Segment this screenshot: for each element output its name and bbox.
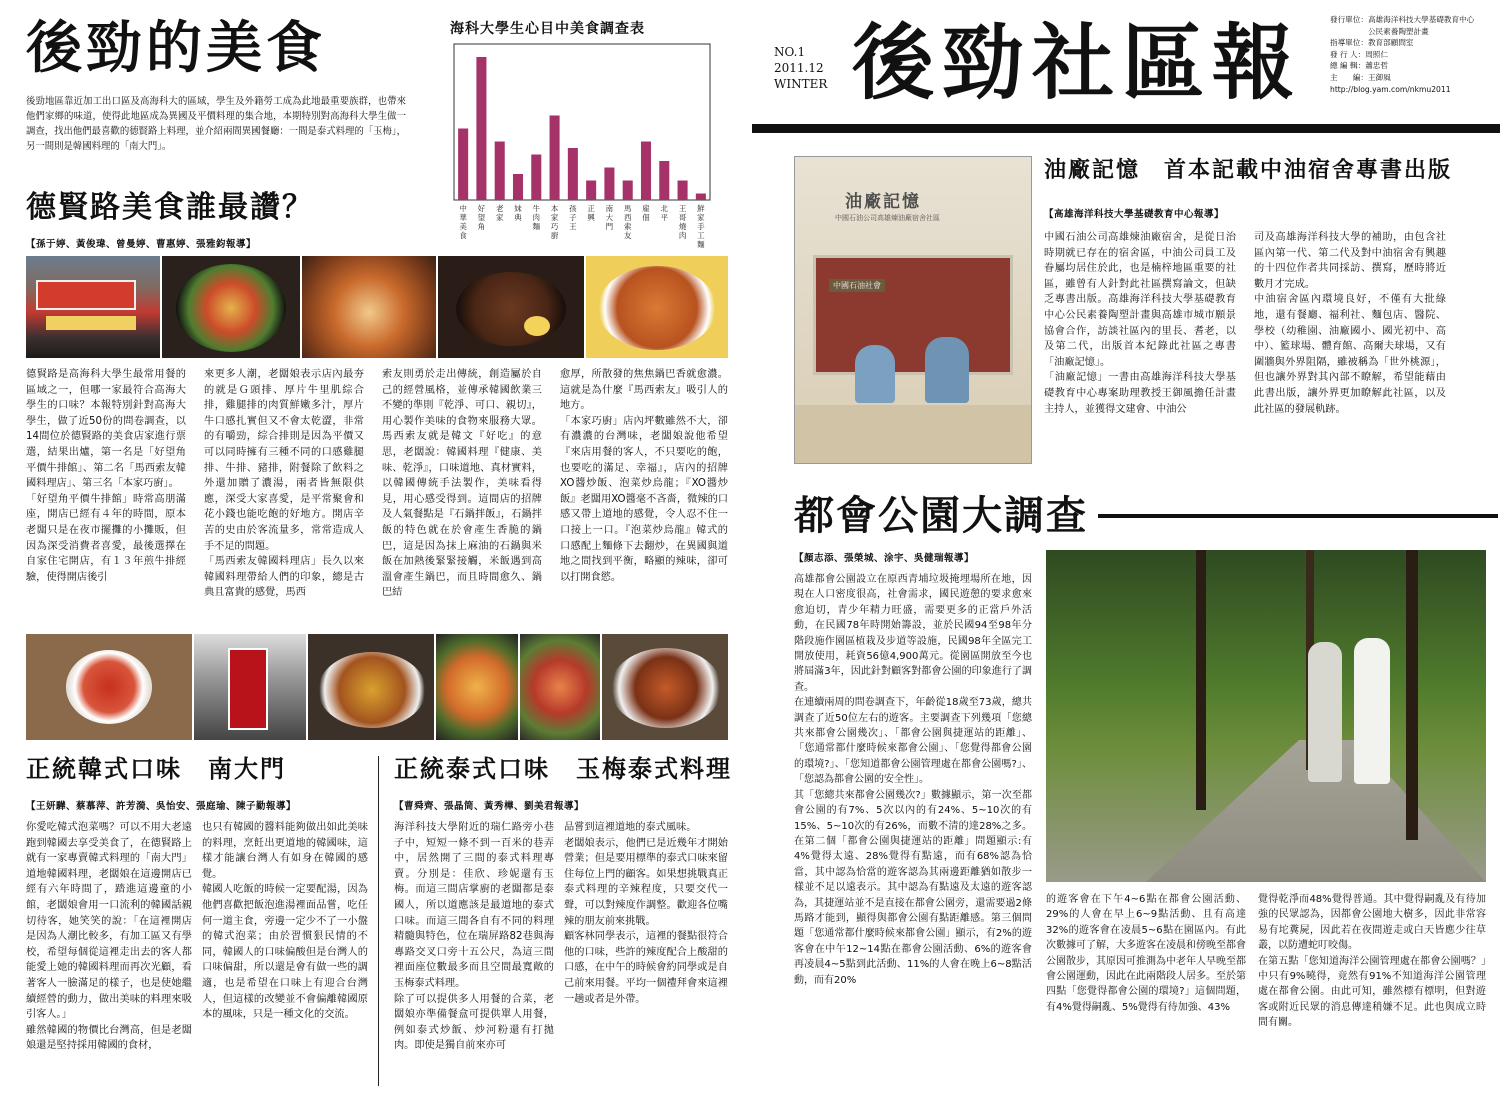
chart-bar: [458, 129, 468, 201]
article1-title: 德賢路美食誰最讚？: [26, 190, 314, 225]
chart-tick-label: 典: [514, 213, 522, 222]
chart-tick-label: 平: [660, 213, 669, 222]
book-subtitle: 中國石油公司高雄煉油廠宿舍社區: [835, 214, 940, 222]
photo-bibimbap: [162, 256, 300, 358]
chart-tick-label: 老: [495, 204, 504, 213]
article3-col2: 品嘗到這裡道地的泰式風味。 老闆娘表示，他們已是近幾年才開始營業；但是要用標準的泰式口味來留住每位上門的顧客。如果想挑戰真正泰式料理的辛辣程度，只要交代一聲，可以對辣度作調整。歡迎各位嘴辣的朋友前來挑戰。 顧客林同學表示，這裡的餐點很符合他的口味，些許的辣度配合上酸甜的口感，在中午的時候會約同學或是自己前來用餐。平均一個禮拜會來這裡一趟或者是外帶。: [564, 822, 728, 1005]
article4-col1: 中國石油公司高雄煉油廠宿舍，是從日治時期就已存在的宿舍區，中油公司員工及眷屬均居住於此，也是楠梓地區重要的社區，雖曾有人針對此社區撰寫論文，但缺乏專書出版。高雄海洋科技大學基礎教育中心公民素養陶塑計畫與高雄市城市願景協會合作，訪談社區內的里長、耆老，以及第二代，出版首本紀錄此社區之專書「油廠記憶」。 「油廠記憶」一書由高雄海洋科技大學基礎教育中心專案助理教授王御風擔任計畫主持人，並獲得文建會、中油公: [1044, 232, 1236, 415]
park-photo: [1046, 550, 1486, 882]
chart-tick-label: 興: [587, 213, 595, 222]
issue-date: 2011.12: [774, 61, 824, 75]
info-line: 指導單位：教育部顧問室: [1330, 38, 1414, 48]
chart-tick-label: 家: [550, 213, 559, 222]
photo-korean-dish: [308, 634, 434, 740]
chart-tick-label: 正: [587, 204, 595, 213]
chart-tick-label: 家: [495, 213, 504, 222]
chart-tick-label: 巧: [550, 222, 559, 231]
chart-bar: [513, 174, 523, 200]
chart-tick-label: 手: [697, 222, 705, 231]
book-cover-photo: [794, 156, 1032, 464]
chart-tick-label: 雇: [642, 204, 650, 213]
article1-col3: 索友則勇於走出傳統，創造屬於自己的經營風格，並傳承韓國飲業三不變的準則『乾淨、可口、親切』，用心製作美味的食物來服務大眾。馬西索友就是韓文『好吃』的意思，老闆說：韓國料理『健康、美味、乾淨』，口味道地、真材實料，以韓國傳統手法製作，美味看得見，用心感受得到。這間店的招牌及人氣餐點是『石鍋拌飯』，石鍋拌飯的特色就在於會產生香脆的鍋巴，這是因為抹上麻油的石鍋與米飯在加熱後緊緊接觸，米飯遇到高溫會產生鍋巴，而且時間愈久、鍋巴結: [382, 369, 542, 599]
photo-kimchi: [26, 634, 192, 740]
article4-title: 油廠記憶 首本記載中油宿舍專書出版: [1044, 158, 1453, 183]
article2-byline: 【王妍驊、蔡慕萍、許芳漪、吳怡安、張庭瑜、陳子勤報導】: [26, 801, 297, 812]
chart-bar: [568, 148, 578, 200]
chart-bar: [586, 181, 596, 201]
article1-byline: 【孫于婷、黃俊瑋、曾曼婷、曹惠婷、張雅鈞報導】: [26, 239, 257, 250]
chart-tick-label: 西: [623, 213, 632, 222]
chart-tick-label: 馬: [623, 204, 632, 213]
chart-tick-label: 妹: [514, 204, 522, 213]
issue-number: NO.1: [774, 45, 806, 59]
chart-tick-label: 燒: [678, 222, 687, 231]
info-url[interactable]: http://blog.yam.com/nkmu2011: [1330, 84, 1451, 94]
masthead-rule: [752, 124, 1500, 133]
chart-tick-label: 好: [477, 204, 486, 213]
article5-col1: 高雄都會公園設立在原西青埔垃圾掩埋場所在地，因現在人口密度很高，社會需求，國民遊憩的要求愈來愈迫切，青少年精力旺盛，需要更多的正當戶外活動，在民國78年時開始籌設，並於民國94至98年分階段施作園區植栽及步道等設施，民國98年全區完工開放使用，耗資56億4,900萬元。從園區開放至今也將屆滿3年，因此針對顧客對都會公園的印象進行了調查。 在連續兩周的問卷調查下，年齡從18歲至73歲，總共調查了近50位左右的遊客。主要調查下列幾項「您總共來都會公園幾次」、「都會公園與捷運站的距離」、「您通常都什麼時候來都會公園」、「您覺得都會公園的環境?」、「您知道都會公園管理處在都會公園嗎?」、「您認為都會公園的安全性」。 其「您總共來都會公園幾次?」數據顯示，第一次至都會公園的有7%、5次以內的有24%、5~10次的有15%、5~10次的有26%，而數不清的達28%之多。在第二個「都會公園與捷運站的距離」問題顯示:有4%覺得太遠、28%覺得有點遠，而有68%認為恰當，其中認為恰當的遊客認為其兩邊距離猶如散步一樣並不足以遠表示。其中認為有點遠及太遠的遊客認為，其捷運站並不是直接在都會公園旁，還需要過2條馬路才能到，顯得與都會公園有點距離感。第三個問題「您通常都什麼時候來都會公園」顯示，有2%的遊客會在中午12~14點在都會公園活動、6%的遊客會再凌晨4~5點到此活動、11%的人會在晚上6~8點活動，而有20%: [794, 574, 1032, 986]
chart-bar: [531, 155, 541, 201]
chart-tick-label: 子: [569, 213, 577, 222]
chart-tick-label: 美: [459, 222, 467, 231]
chart-tick-label: 孩: [569, 204, 577, 213]
right-page: [750, 0, 1500, 1104]
article3-col1: 海洋科技大學附近的瑞仁路旁小巷子中，短短一條不到一百米的巷弄中，居然開了三間的泰式料理專賣。分別是：佳欣、珍妮還有玉梅。而這三間店掌廚的老闆都是泰國人，所以道應該是最道地的泰式口味。而這三間各自有不同的料理精髓與特色，位在瑞屏路82巷與海專路交叉口旁十五公尺，為這三間裡面座位數最多而且空間最寬敞的玉梅泰式料理。 除了可以提供多人用餐的合菜，老闆娘亦準備餐盒可提供單人用餐，例如泰式炒飯、炒河粉還有打拋肉。即使是獨自前來亦可: [394, 822, 554, 1052]
chart-tick-label: 肉: [532, 213, 541, 222]
intro-text: 後勁地區靠近加工出口區及高海科大的區域，學生及外籍勞工成為此地最重要族群，也帶來他們家鄉的味道，使得此地區成為異國及平價料理的集合地，本期特別對高海科大學生做一調查，找出他們最喜歡的德賢路上料理，並介紹兩間異國餐廳：一間是泰式料理的「玉梅」，另一間則是韓國料理的「南大門」。: [26, 96, 406, 152]
chart-tick-label: 佃: [642, 213, 650, 222]
chart-bar: [495, 142, 505, 201]
article5-title-rule: [1098, 514, 1498, 518]
chart-title: 海科大學生心目中美食調查表: [450, 21, 645, 37]
chart-tick-label: 鮮: [697, 204, 705, 213]
chart-tick-label: 王: [569, 222, 577, 231]
chart-bar: [696, 194, 706, 201]
article3-byline: 【曹舜齊、張晶筒、黃秀樺、劉美君報導】: [394, 801, 585, 812]
article3-title: 正統泰式口味 玉梅泰式料理: [394, 755, 732, 783]
chart-tick-label: 北: [660, 204, 669, 213]
chart-tick-label: 牛: [532, 204, 541, 213]
page-title: 後勁的美食: [26, 16, 326, 81]
masthead: 後勁社區報: [852, 16, 1303, 111]
photo-thai-salad: [520, 634, 600, 740]
article5-col2: 的遊客會在下午4~6點在都會公園活動、29%的人會在早上6~9點活動、且有高達32%的遊客會在凌晨5~6點在園區內。有此次數據可了解，大多遊客在凌晨和傍晚至都會公園散步，其原因可推測為中老年人早晚至都會公園運動，因此在此兩階段人居多。至於第四點「您覺得都會公園的環境?」這個問題，有4%覺得嗣亂、5%覺得有待加強、43%: [1046, 894, 1246, 1013]
photo-fried-dish: [302, 256, 436, 358]
chart-tick-label: 食: [459, 231, 467, 240]
book-title: 油廠記憶: [845, 192, 921, 212]
book-sign: 中國石油社會: [829, 279, 885, 292]
article1-col2: 來更多人潮，老闆娘表示店內最夯的就是Ｇ頭排、厚片牛里肌綜合排，雞腿排的肉質鮮嫩多汁，厚片牛口感扎實但又不會太乾澀，非常的有嚼勁，綜合排則是因為平價又可以同時擁有三種不同的口感雞腿排、牛排、豬排，附餐除了飲料之外還加贈了濃湯，兩者皆無限供應，深受大家喜愛，是平常聚會和花小錢也能吃飽的好地方。開店辛苦的史由於客流量多，常常造成人手不足的問題。 「馬西索友韓國料理店」長久以來韓國料理帶給人們的印象，總是古典且富貴的感覺，馬西: [204, 369, 364, 599]
article5-byline: 【顏志添、張榮城、涂宇、吳健瑞報導】: [794, 553, 975, 564]
publisher-info: [1330, 14, 1494, 95]
info-line: 總 編 輯：蕭忠哲: [1330, 61, 1388, 71]
info-line: 發行單位：高雄海洋科技大學基礎教育中心: [1330, 15, 1475, 24]
chart-tick-label: 望: [477, 213, 486, 222]
chart-bar: [476, 57, 486, 200]
chart-tick-label: 中: [459, 204, 467, 213]
photo-thai-soup: [436, 634, 518, 740]
article2-col2: 也只有韓國的醬料能夠做出如此美味的料理，烹飪出更道地的韓國味，這樣才能讓台灣人有如身在韓國的感覺。 韓國人吃飯的時候一定要配湯，因為他們喜歡把飯泡進湯裡面品嘗，吃任何一道主食，旁邊一定少不了一小盤的韓式泡菜；由於習慣狠民情的不同，韓國人的口味偏酸但是台灣人的口味偏甜，所以還是會有做一些的調適，也是希望在口味上有迎合台灣人，但這樣的改變並不會偏離韓國原本的風味，只是一種文化的交流。: [202, 822, 368, 1021]
column-divider: [378, 756, 379, 1086]
chart-tick-label: 哥: [678, 213, 687, 222]
article1-col1: 德賢路是高海科大學生最常用餐的區域之一，但哪一家最符合高海大學生的口味？本報特別針對高海大學生，做了近50份的問卷調查，以14間位於德賢路的美食店家進行票選，結果出爐，第一名是「好望角平價牛排館」、第二名「馬西索友韓國料理店」、第三名「本家巧廚」。 「好望角平價牛排館」時常高朋滿座，開店已經有４年的時間，原本老闆只是在夜市擺攤的小攤販，但因為深受消費者喜愛，最後選擇在自家住宅開店，有１３年煎牛排經驗，使得開店後引: [26, 369, 186, 583]
chart-bar: [659, 161, 669, 200]
chart-tick-label: 友: [623, 231, 632, 240]
chart-tick-label: 廚: [550, 231, 559, 240]
chart-tick-label: 本: [550, 204, 559, 213]
chart-tick-label: 工: [697, 231, 705, 240]
chart-bar: [641, 142, 651, 201]
info-line: 公民素養陶塑計畫: [1330, 26, 1429, 36]
chart-bar: [678, 181, 688, 201]
chart-tick-label: 肉: [678, 231, 687, 240]
article2-photo-strip: [26, 634, 728, 740]
chart-tick-label: 家: [697, 213, 705, 222]
survey-chart: [436, 18, 718, 258]
article5-col3: 覺得乾淨而48%覺得普通。其中覺得嗣亂及有待加強的民眾認為，因都會公園地大樹多，因此非常容易有坨糞屍，因此若在夜間遊走或白天皆應少往草叢，以防遭蛇叮咬傷。 在第五點「您知道海洋公園管理處在都會公園嗎？」中只有9%曉得，竟然有91%不知道海洋公園管理處在都會公園。由此可知，雖然標有標明，但對遊客或附近民眾的消息傳達稍嫌不足。此也與成立時間有關。: [1258, 894, 1486, 1029]
article1-col4: 愈厚，所散發的焦焦鍋巴香就愈濃。這就是為什麼『馬西索友』吸引人的地方。 「本家巧廚」店內坪數雖然不大，卻有濃濃的台灣味，老闆娘說他希望『來店用餐的客人，不只要吃的飽，也要吃的滿足、幸福』，店內的招牌XO醬炒飯、泡菜炒烏龍；『XO醬炒飯』老闆用XO醬毫不吝嗇，微辣的口感又帶上道地的感覺，令人忍不住一口接上一口。『泡菜炒烏龍』韓式的口感配上麵條下去翻炒，在異國與道地之間找到平衡，略顯的辣味，卻可以打開食慾。: [560, 369, 728, 583]
article5-title: 都會公園大調查: [794, 493, 1088, 539]
issue-season: WINTER: [774, 77, 828, 91]
photo-storefront: [26, 256, 160, 358]
chart-tick-label: 角: [477, 222, 486, 231]
info-line: 主 編：王御風: [1330, 72, 1391, 82]
photo-steak: [438, 256, 584, 358]
article2-col1: 你愛吃韓式泡菜嗎？可以不用大老遠跑到韓國去享受美食了，在德賢路上就有一家專賣韓式料理的「南大門」道地韓國料理，老闆娘在這邊開店已經有六年時間了，踏進這邊童的小館，老闆娘會用一口流利的韓國話親切待客，她笑笑的說：「在這裡開店是因為人潮比較多，有加工區又有學校，希望每個從這裡走出去的客人都能愛上她的韓國料理而再次光顧，看著客人一臉滿足的樣子，也是使她繼續經營的動力，做出美味的料理來吸引客人。」 雖然韓國的物價比台灣高，但是老闆娘還是堅持採用韓國的食材，: [26, 822, 192, 1052]
chart-bar: [550, 116, 560, 201]
chart-tick-label: 門: [605, 222, 614, 231]
article4-byline: 【高雄海洋科技大學基礎教育中心報導】: [1044, 209, 1225, 220]
chart-tick-label: 王: [678, 204, 687, 213]
chart-tick-label: 麵: [532, 222, 541, 231]
photo-namdaemun-sign: [194, 634, 306, 740]
article1-photo-strip: [26, 256, 728, 358]
article2-title: 正統韓式口味 南大門: [26, 755, 286, 783]
chart-tick-label: 大: [605, 213, 614, 222]
photo-thai-meat: [602, 634, 728, 740]
chart-bar: [604, 168, 614, 201]
chart-tick-label: 索: [623, 222, 632, 231]
chart-tick-label: 南: [605, 204, 614, 213]
chart-tick-label: 麵: [697, 240, 705, 249]
article4-col2: 司及高雄海洋科技大學的補助，由包含社區內第一代、第二代及對中油宿舍有興趣的十四位作者共同採訪、撰寫，歷時將近數月才完成。 中油宿舍區內環境良好，不僅有大批綠地，還有餐廳、福利社、麵包店、醫院、學校（幼稚園、油廠國小、國光初中、高中）、籃球場、體育館、高爾夫球場，又有圍牆與外界阻隔，雖被稱為「世外桃源」，但也讓外界對其內部不瞭解，希望能藉由此書出版，讓外界更加瞭解此社區，以及此社區的發展軌跡。: [1254, 232, 1446, 415]
chart-bar: [623, 181, 633, 201]
photo-fried-rice: [586, 256, 728, 358]
info-line: 發 行 人：周照仁: [1330, 49, 1388, 59]
chart-tick-label: 華: [459, 213, 467, 222]
issue-info: [774, 44, 827, 92]
chart-plot-area: [454, 44, 710, 200]
chart-svg: [436, 40, 718, 258]
